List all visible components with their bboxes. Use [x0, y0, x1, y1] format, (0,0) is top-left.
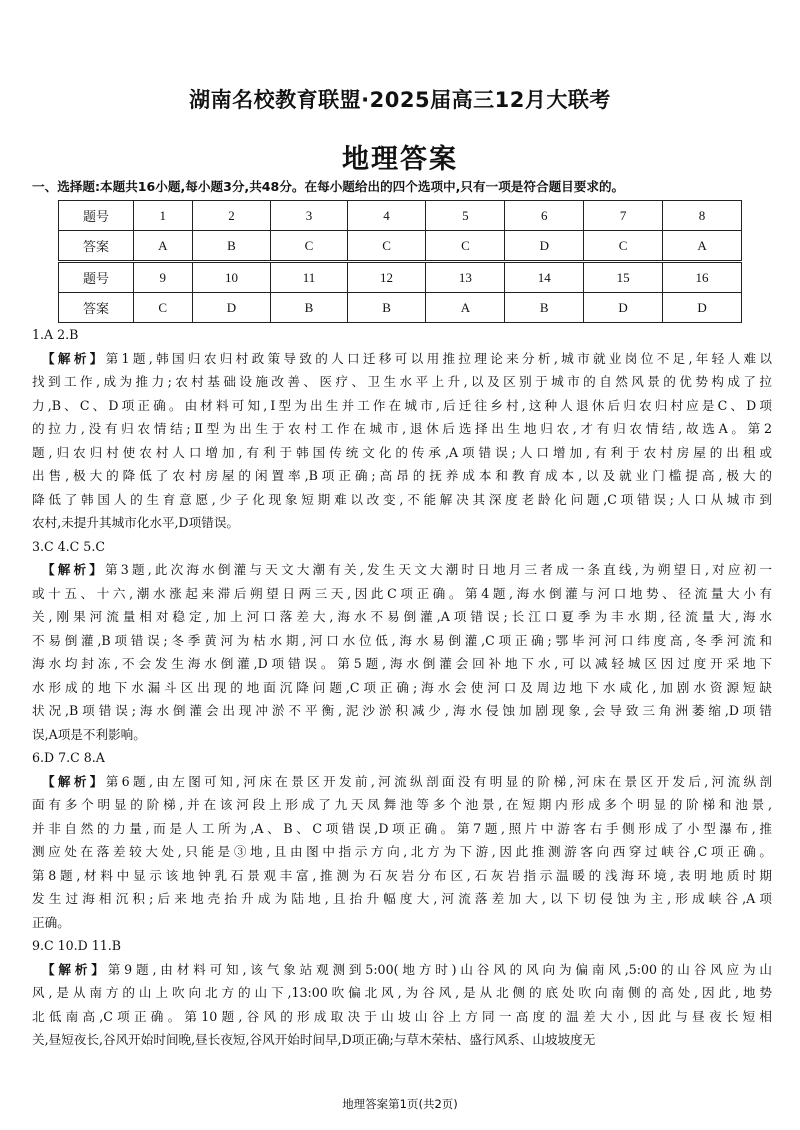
row-label: 答案: [59, 293, 134, 323]
explanation-section: [32, 535, 772, 747]
table-cell: A: [663, 231, 742, 262]
table-cell: A: [134, 231, 193, 262]
explanation-line: 农村,未提升其城市化水平,D项错误。: [32, 515, 240, 530]
table-cell: D: [584, 293, 663, 323]
table-cell: D: [192, 293, 271, 323]
table-cell: 1: [134, 201, 193, 231]
table-row: [59, 293, 742, 323]
section-instruction: 一、选择题:本题共16小题,每小题3分,共48分。在每小题给出的四个选项中,只有一项是符合题目要求的。: [32, 179, 625, 194]
table-cell: 10: [192, 262, 271, 293]
explanation-line: 出售,极大的降低了农村房屋的闲置率,B项正确;高昂的抚养成本和教育成本,以及就业门槛提高,极大的: [32, 468, 772, 483]
answer-key-line: 6.D 7.C 8.A: [32, 750, 105, 765]
answer-key-line: 9.C 10.D 11.B: [32, 938, 122, 953]
explanation-line: 状况,B项错误;海水倒灌会出现冲淤不平衡,泥沙淤积减少,海水侵蚀加剧现象,会导致三角洲萎缩,D项错: [32, 703, 772, 718]
table-cell: 13: [426, 262, 505, 293]
explanation-line: 降低了韩国人的生育意愿,少子化现象短期难以改变,不能解决其深度老龄化问题,C项错误;人口从城市到: [32, 491, 772, 507]
explanation-line: 的拉力,没有归农情结;Ⅱ型为出生于农村工作在城市,退休后选择出生地归农,才有归农情结,故选A。第2: [32, 421, 772, 436]
explanation-line: 力,B、C、D项正确。由材料可知,Ⅰ型为出生并工作在城市,后迁往乡村,这种人退休后归农归村应是C、D项: [32, 397, 772, 413]
explanation-line: 海水均封冻,不会发生海水倒灌,D项错误。第5题,海水倒灌会回补地下水,可以减轻城区因过度开采地下: [32, 656, 772, 671]
explanation-line: 不易倒灌,B项错误;冬季黄河为枯水期,河口水位低,海水易倒灌,C项正确;鄂毕河河口纬度高,冬季河流和: [32, 632, 772, 648]
table-cell: B: [505, 293, 584, 323]
table-row: [59, 201, 742, 231]
table-cell: 3: [271, 201, 347, 231]
table-row: [59, 231, 742, 262]
explanation-line: 误,A项是不利影响。: [32, 726, 146, 742]
table-cell: C: [426, 231, 505, 262]
explanation-line: [32, 958, 772, 982]
explanation-line: 测应处在落差较大处,只能是③地,且由图中指示方向,北方为下游,因此推测游客向西穿过峡谷,C项正确。: [32, 844, 772, 859]
table-cell: 2: [192, 201, 271, 231]
table-cell: 15: [584, 262, 663, 293]
answer-key-line: 3.C 4.C 5.C: [32, 538, 105, 554]
explanation-line: 正确。: [32, 914, 70, 930]
table-cell: D: [663, 293, 742, 323]
explanations-body: [32, 323, 772, 1052]
table-cell: 11: [271, 262, 347, 293]
explanation-section: [32, 746, 772, 934]
explanation-line: [32, 347, 772, 371]
explanation-line: 北低南高,C项正确。第10题,谷风的形成取决于山坡山谷上方同一高度的温差大小,因此与昼夜长短相: [32, 1008, 772, 1024]
explanation-line: [32, 558, 772, 582]
table-cell: 5: [426, 201, 505, 231]
table-cell: C: [271, 231, 347, 262]
page-title: 湖南名校教育联盟·2025届高三12月大联考: [189, 88, 611, 112]
row-label: 题号: [59, 262, 134, 293]
page-footer: 地理答案第1页(共2页): [342, 1097, 458, 1111]
analysis-label: 【解析】: [42, 773, 106, 789]
explanation-line: 并非自然的力量,而是人工所为,A、B、C项错误,D项正确。第7题,照片中游客右手侧形成了小型瀑布,推: [32, 820, 772, 836]
answer-table: [58, 200, 742, 323]
table-cell: 12: [347, 262, 426, 293]
table-cell: 9: [134, 262, 193, 293]
table-cell: A: [426, 293, 505, 323]
table-cell: B: [347, 293, 426, 323]
explanation-line: 发生过海相沉积;后来地壳抬升成为陆地,且抬升幅度大,河流落差加大,以下切侵蚀为主,形成峡谷,A项: [32, 891, 772, 906]
explanation-line: 关,刚果河流量相对稳定,加上河口落差大,海水不易倒灌,A项错误;长江口夏季为丰水期,径流量大,海水: [32, 609, 772, 624]
explanation-section: [32, 323, 772, 535]
table-cell: 6: [505, 201, 584, 231]
analysis-label: 【解析】: [42, 961, 108, 977]
explanation-text: 第1题,韩国归农归村政策导致的人口迁移可以用推拉理论来分析,城市就业岗位不足,年轻人难以: [105, 350, 772, 366]
explanation-line: 或十五、十六,潮水涨起来滞后朔望日两三天,因此C项正确。第4题,海水倒灌与河口地势、径流量大小有: [32, 585, 772, 601]
table-cell: 16: [663, 262, 742, 293]
table-cell: B: [192, 231, 271, 262]
table-cell: C: [347, 231, 426, 262]
table-cell: D: [505, 231, 584, 262]
explanation-line: 找到工作,成为推力;农村基础设施改善、医疗、卫生水平上升,以及区别于城市的自然风景的优势构成了拉: [32, 374, 772, 389]
table-row: [59, 262, 742, 293]
explanation-line: [32, 770, 772, 794]
explanation-line: 面有多个明显的阶梯,并在该河段上形成了九天凤舞池等多个池景,在短期内形成多个明显的阶梯和池景,: [32, 797, 772, 812]
page-subtitle: 地理答案: [342, 144, 458, 175]
explanation-text: 第6题,由左图可知,河床在景区开发前,河流纵剖面没有明显的阶梯,河床在景区开发后,河流纵剖: [105, 773, 772, 789]
table-cell: 14: [505, 262, 584, 293]
table-cell: 8: [663, 201, 742, 231]
explanation-text: 第3题,此次海水倒灌与天文大潮有关,发生天文大潮时日地月三者成一条直线,为朔望日,对应初一: [105, 562, 772, 577]
answer-key-line: 1.A 2.B: [32, 327, 79, 342]
explanation-line: 风,是从南方的山上吹向北方的山下,13:00吹偏北风,为谷风,是从北侧的底处吹向南侧的高处,因此,地势: [32, 985, 772, 1000]
table-cell: B: [271, 293, 347, 323]
explanation-text: 第9题,由材料可知,该气象站观测到5:00(地方时)山谷风的风向为偏南风,5:00的山谷风应为山: [107, 961, 772, 977]
analysis-label: 【解析】: [42, 562, 106, 577]
explanation-section: [32, 934, 772, 1052]
explanation-line: 第8题,材料中显示该地钟乳石景观丰富,推测为石灰岩分布区,石灰岩指示温暖的浅海环境,表明地质时期: [32, 867, 772, 883]
explanation-line: 题,归农归村使农村人口增加,有利于韩国传统文化的传承,A项错误;人口增加,有利于农村房屋的出租或: [32, 444, 772, 460]
explanation-line: 水形成的地下水漏斗区出现的地面沉降问题,C项正确;海水会使河口及周边地下水咸化,加剧水资源短缺: [32, 679, 772, 695]
row-label: 题号: [59, 201, 134, 231]
table-cell: C: [584, 231, 663, 262]
explanation-line: 关,昼短夜长,谷风开始时间晚,昼长夜短,谷风开始时间早,D项正确;与草木荣枯、盛行风系、山坡坡度无: [32, 1032, 596, 1047]
table-cell: 4: [347, 201, 426, 231]
table-cell: C: [134, 293, 193, 323]
row-label: 答案: [59, 231, 134, 262]
table-cell: 7: [584, 201, 663, 231]
analysis-label: 【解析】: [42, 350, 106, 366]
